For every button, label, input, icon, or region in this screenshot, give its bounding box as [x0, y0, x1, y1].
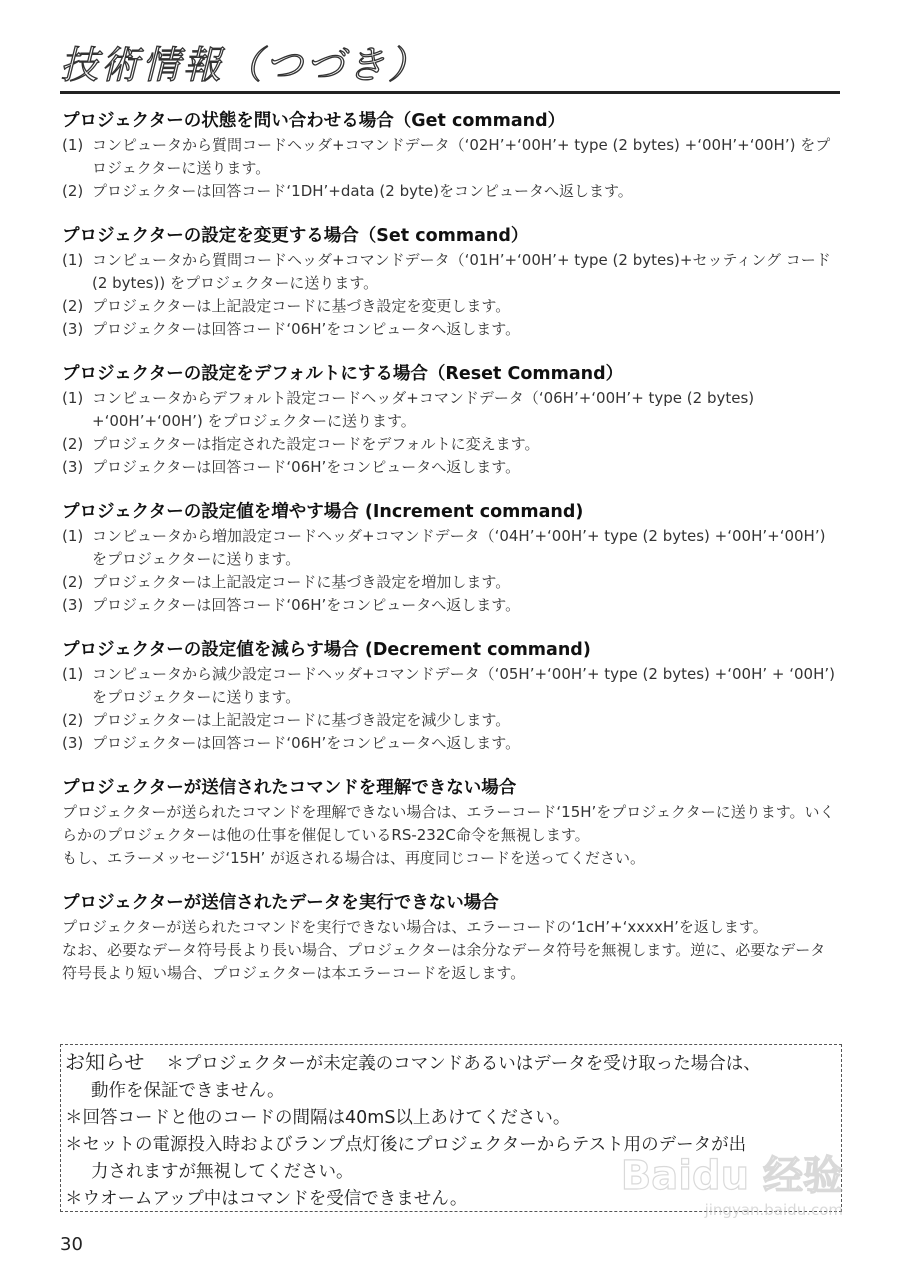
item-number: (3) [62, 596, 84, 614]
notice-label: お知らせ [65, 1050, 145, 1074]
notice-text: ＊プロジェクターが未定義のコマンドあるいはデータを受け取った場合は、 [166, 1054, 761, 1074]
item-number: (2) [62, 711, 84, 729]
notice-line: 動作を保証できません。 [91, 1081, 285, 1101]
watermark-main: Baidu 经验 [620, 1153, 843, 1199]
section-increment-command [62, 499, 840, 617]
item-number: (2) [62, 182, 84, 200]
section-heading: プロジェクターの設定をデフォルトにする場合（Reset Command） [62, 364, 624, 384]
list-item [62, 525, 840, 571]
item-text: プロジェクターは回答コード‘06H’をコンピュータへ返します。 [92, 596, 521, 614]
item-text: プロジェクターは回答コード‘1DH’+data (2 byte)をコンピュータへ返します。 [92, 182, 633, 200]
item-text: プロジェクターは回答コード‘06H’をコンピュータへ返します。 [92, 458, 521, 476]
item-text: プロジェクターは上記設定コードに基づき設定を増加します。 [92, 573, 511, 591]
list-item [62, 134, 840, 180]
section-heading: プロジェクターの設定値を増やす場合 (Increment command) [62, 502, 584, 522]
paragraph: もし、エラーメッセージ‘15H’ が返される場合は、再度同じコードを送ってください。 [62, 849, 646, 867]
item-number: (1) [62, 527, 84, 545]
section-command-error [62, 775, 840, 870]
section-set-command [62, 223, 840, 341]
item-text: コンピュータから質問コードヘッダ+コマンドデータ（‘02H’+‘00H’+ type (2 bytes) +‘00H’+‘00H’) をプロジェクターに送ります。 [92, 136, 831, 177]
item-number: (1) [62, 389, 84, 407]
list-item [62, 180, 840, 203]
section-decrement-command [62, 637, 840, 755]
item-text: コンピュータからデフォルト設定コードヘッダ+コマンドデータ（‘06H’+‘00H’+ type (2 bytes) +‘00H’+‘00H’) をプロジェクターに送ります。 [92, 389, 755, 430]
list-item [62, 571, 840, 594]
list-item [62, 387, 840, 433]
item-number: (1) [62, 251, 84, 269]
section-heading: プロジェクターが送信されたコマンドを理解できない場合 [62, 778, 517, 798]
item-number: (1) [62, 136, 84, 154]
title-rule [60, 91, 840, 94]
notice-line: ＊セットの電源投入時およびランプ点灯後にプロジェクターからテスト用のデータが出 [65, 1135, 747, 1155]
list-item [62, 433, 840, 456]
item-number: (2) [62, 435, 84, 453]
notice-line: ＊回答コードと他のコードの間隔は40mS以上あけてください。 [65, 1108, 571, 1128]
page-title: 技術情報（つづき） [60, 43, 430, 87]
item-text: プロジェクターは上記設定コードに基づき設定を変更します。 [92, 297, 511, 315]
list-item [62, 709, 840, 732]
item-number: (3) [62, 320, 84, 338]
notice-line: 力されますが無視してください。 [91, 1162, 354, 1182]
paragraph: プロジェクターが送られたコマンドを実行できない場合は、エラーコードの‘1cH’+‘xxxxH’を返します。 [62, 918, 768, 936]
section-reset-command [62, 361, 840, 479]
watermark-url: jingyan.baidu.com [704, 1201, 843, 1219]
section-get-command [62, 108, 840, 203]
item-number: (2) [62, 297, 84, 315]
notice-line [65, 1049, 841, 1078]
notice-line: ＊ウオームアップ中はコマンドを受信できません。 [65, 1189, 468, 1209]
item-number: (2) [62, 573, 84, 591]
main-content [62, 108, 840, 1005]
list-item [62, 318, 840, 341]
list-item [62, 249, 840, 295]
item-text: コンピュータから増加設定コードヘッダ+コマンドデータ（‘04H’+‘00H’+ type (2 bytes) +‘00H’+‘00H’) をプロジェクターに送ります。 [92, 527, 826, 568]
item-text: コンピュータから減少設定コードヘッダ+コマンドデータ（‘05H’+‘00H’+ type (2 bytes) +‘00H’ + ‘00H’) をプロジェクターに送ります。 [92, 665, 835, 706]
item-text: プロジェクターは指定された設定コードをデフォルトに変えます。 [92, 435, 540, 453]
item-text: プロジェクターは上記設定コードに基づき設定を減少します。 [92, 711, 511, 729]
list-item [62, 295, 840, 318]
paragraph: プロジェクターが送られたコマンドを理解できない場合は、エラーコード‘15H’をプロジェクターに送ります。いくらかのプロジェクターは他の仕事を催促しているRS-232C命令を無視します。 [62, 803, 835, 844]
item-number: (1) [62, 665, 84, 683]
section-heading: プロジェクターの状態を問い合わせる場合（Get command） [62, 111, 566, 131]
paragraph: なお、必要なデータ符号長より長い場合、プロジェクターは余分なデータ符号を無視します。逆に、必要なデータ符号長より短い場合、プロジェクターは本エラーコードを返します。 [62, 941, 826, 982]
item-number: (3) [62, 458, 84, 476]
section-data-error [62, 890, 840, 985]
section-heading: プロジェクターが送信されたデータを実行できない場合 [62, 893, 499, 913]
list-item [62, 456, 840, 479]
item-text: プロジェクターは回答コード‘06H’をコンピュータへ返します。 [92, 734, 521, 752]
list-item [62, 663, 840, 709]
list-item [62, 732, 840, 755]
section-heading: プロジェクターの設定を変更する場合（Set command） [62, 226, 529, 246]
item-text: プロジェクターは回答コード‘06H’をコンピュータへ返します。 [92, 320, 521, 338]
watermark-logo [603, 1152, 843, 1242]
list-item [62, 594, 840, 617]
item-text: コンピュータから質問コードヘッダ+コマンドデータ（‘01H’+‘00H’+ type (2 bytes)+セッティング コード(2 bytes)) をプロジェクターに送ります。 [92, 251, 831, 292]
item-number: (3) [62, 734, 84, 752]
section-heading: プロジェクターの設定値を減らす場合 (Decrement command) [62, 640, 591, 660]
page-number: 30 [60, 1234, 83, 1255]
